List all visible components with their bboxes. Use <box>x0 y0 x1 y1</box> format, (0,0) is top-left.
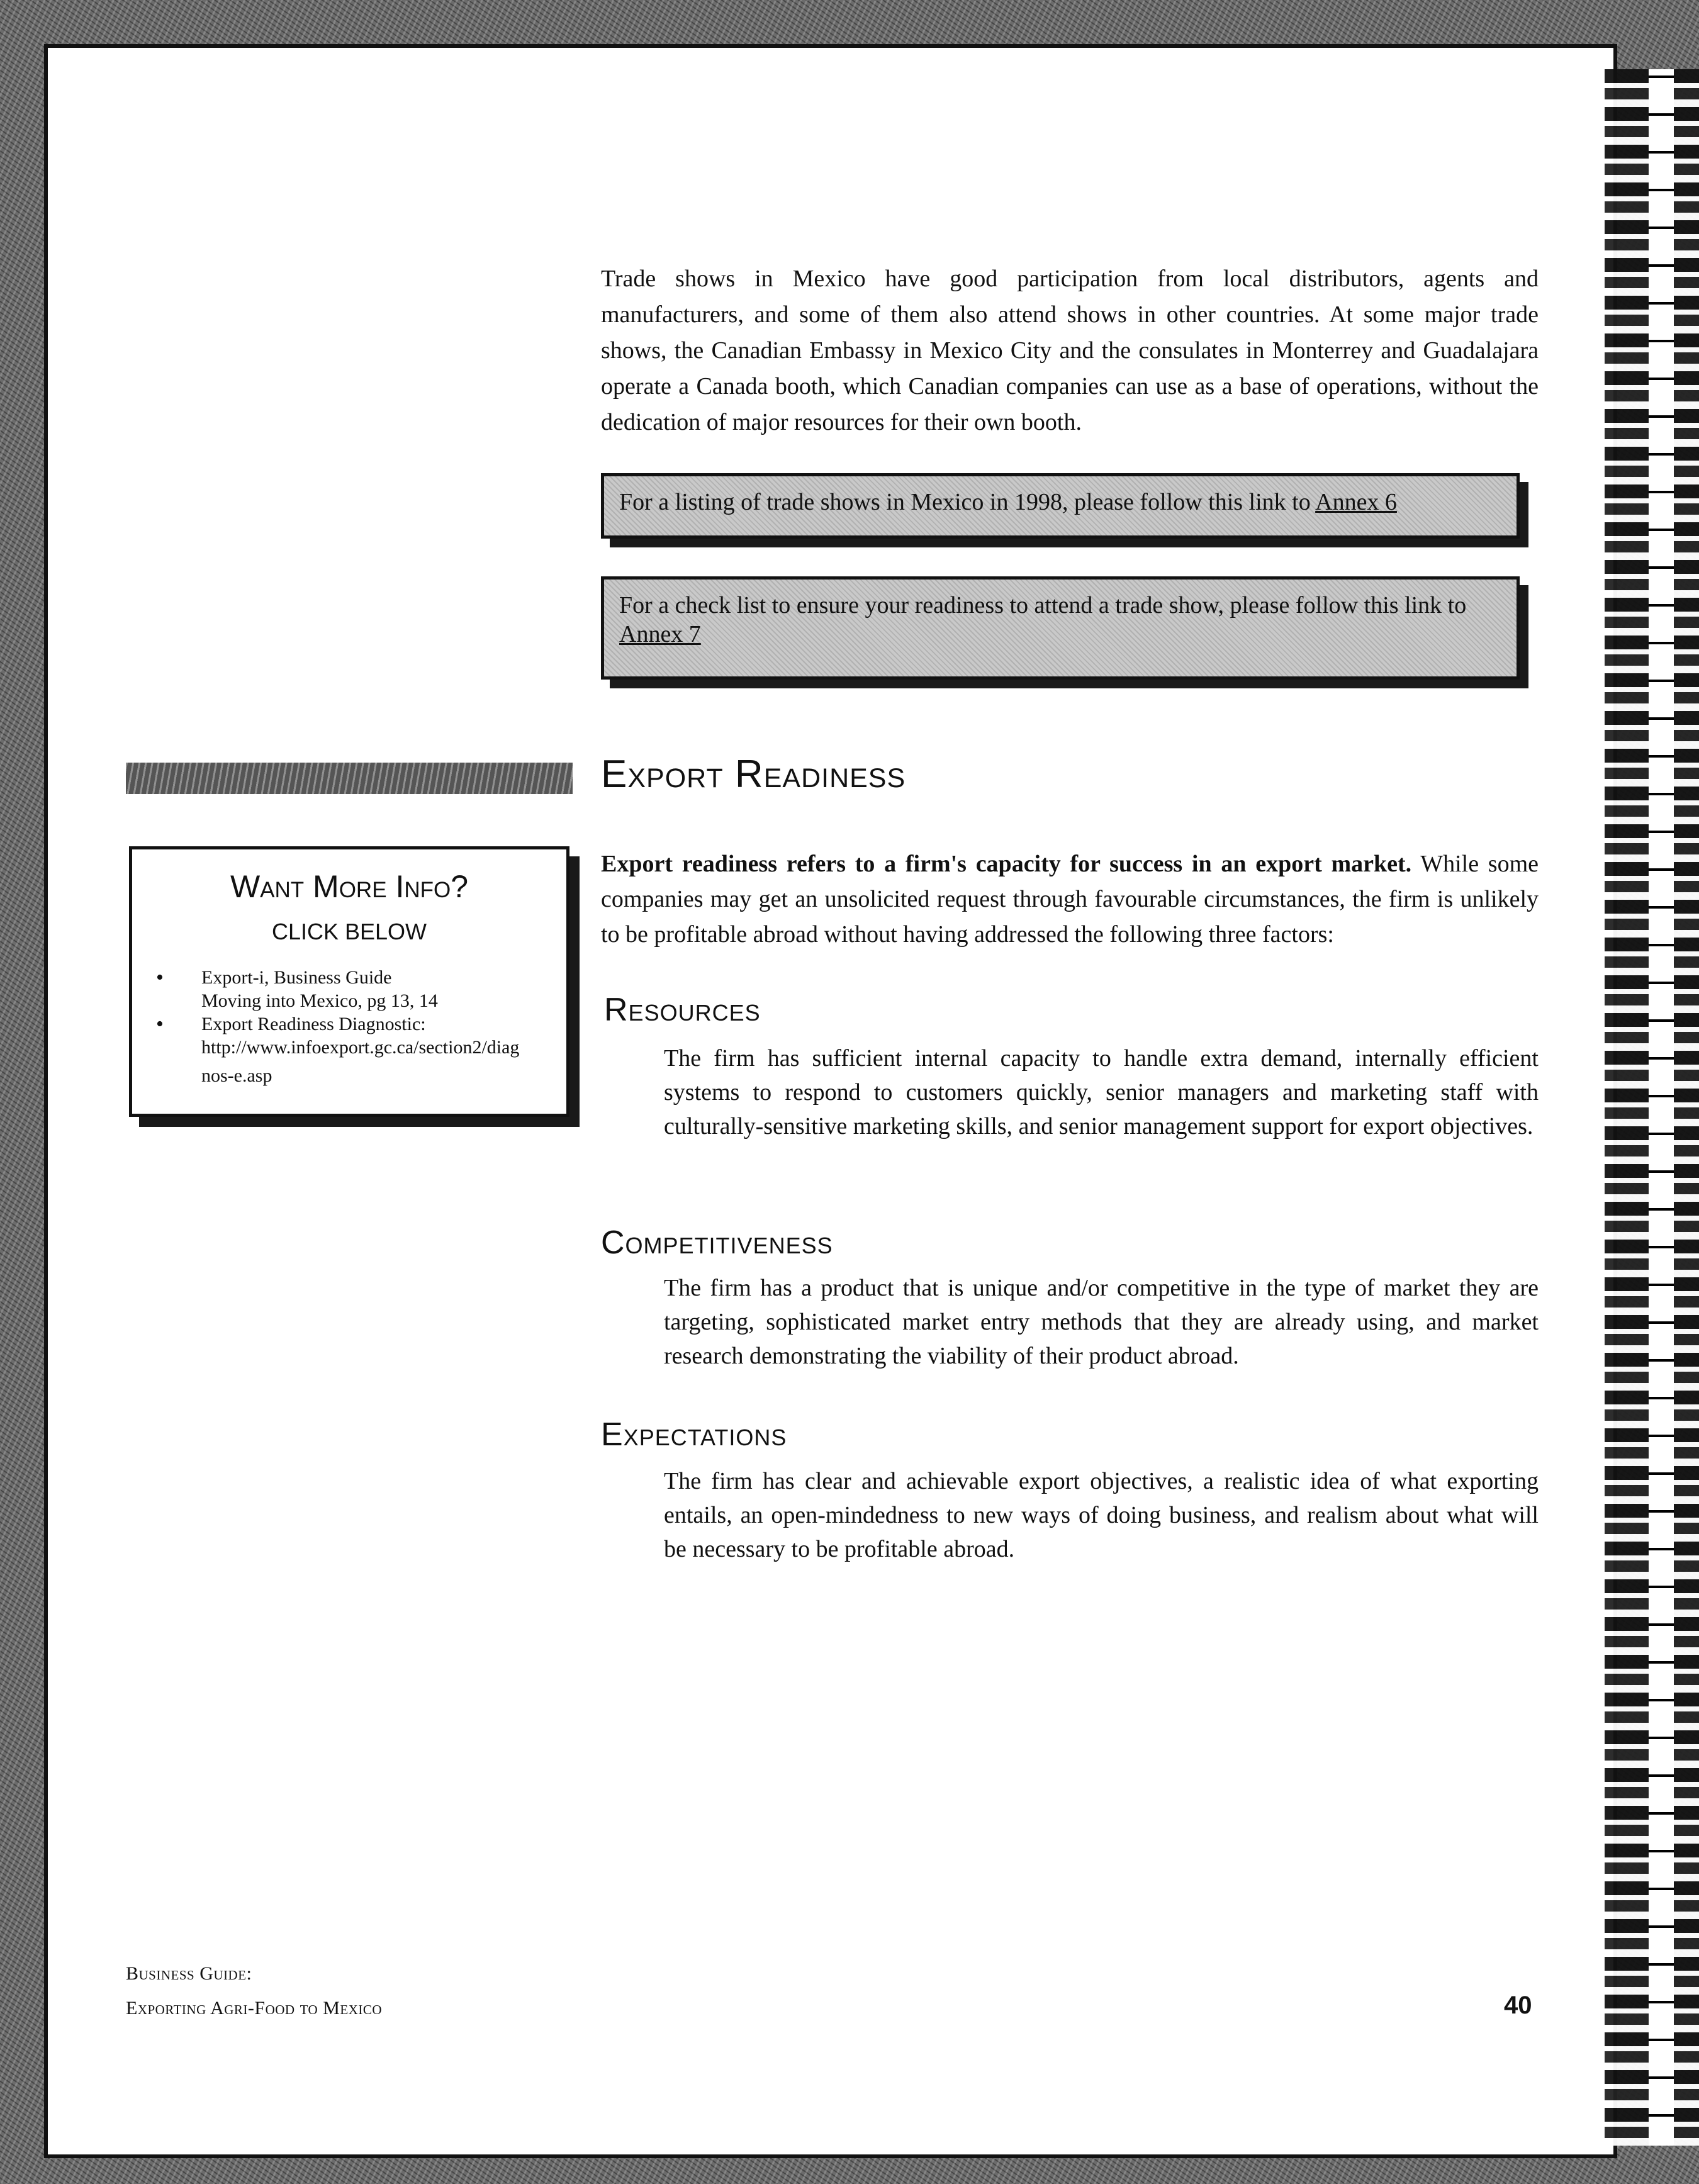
info-item-line: Moving into Mexico, pg 13, 14 <box>201 990 438 1011</box>
resources-text: The firm has sufficient internal capacity to handle extra demand, internally efficient systems to respond to customers quickly, senior managers and marketing staff with culturally-sensitive marketing skills, and senior management support for export objectives. <box>664 1045 1539 1140</box>
expectations-heading: Expectations <box>601 1416 787 1453</box>
info-item-url: nos-e.asp <box>201 1065 272 1086</box>
resources-heading: Resources <box>604 992 761 1028</box>
want-more-info-box <box>129 846 569 1117</box>
competitiveness-heading: Competitiveness <box>601 1224 833 1261</box>
footer-line-1: Business Guide: <box>126 1963 252 1984</box>
info-item-url: http://www.infoexport.gc.ca/section2/diag <box>201 1037 520 1058</box>
annex-7-callout <box>601 576 1520 680</box>
annex-6-callout <box>601 473 1520 539</box>
section-title: Export Readiness <box>601 753 906 796</box>
info-link-business-guide[interactable] <box>151 966 560 1012</box>
export-intro-rest: While some companies may get an unsolicited request through favourable circumstances, the firm is unlikely to be profitable abroad without having addressed the following three factors: <box>601 851 1539 948</box>
info-item-line: • Export-i, Business Guide <box>201 967 392 988</box>
info-box-subtitle: CLICK BELOW <box>271 919 427 944</box>
annex-7-text: For a check list to ensure your readiness to attend a trade show, please follow this link to <box>619 592 1467 619</box>
info-box-list <box>151 966 560 1087</box>
annex-6-link[interactable]: Annex 6 <box>1315 489 1397 515</box>
competitiveness-text: The firm has a product that is unique and/or competitive in the type of market they are targeting, sophisticated market entry methods that they are already using, and market research demonstrating the viability of their product abroad. <box>664 1275 1539 1369</box>
footer-line-2: Exporting Agri-Food to Mexico <box>126 1998 383 2019</box>
annex-7-link[interactable]: Annex 7 <box>619 621 701 647</box>
info-item-line: • Export Readiness Diagnostic: <box>201 1014 426 1034</box>
info-link-diagnostic[interactable] <box>151 1012 560 1087</box>
page-number: 40 <box>1504 1991 1532 2019</box>
info-box-title: Want More Info? <box>230 869 469 904</box>
spiral-binding-detail <box>1649 69 1674 2146</box>
intro-paragraph: Trade shows in Mexico have good participation from local distributors, agents and manufacturers, and some of them also attend shows in other countries. At some major trade shows, the Canadian Embassy in Mexico City and the consulates in Monterrey and Guadalajara operate a Canada booth, which Canadian companies can use as a base of operations, without the dedication of major resources for their own booth. <box>601 266 1539 435</box>
export-readiness-intro <box>601 846 1539 952</box>
section-header-bar <box>126 763 573 794</box>
expectations-text: The firm has clear and achievable export objectives, a realistic idea of what exporting entails, an open-mindedness to new ways of doing business, and realism about what will be necessary to be profitable abroad. <box>664 1468 1539 1562</box>
export-intro-lead: Export readiness refers to a firm's capacity for success in an export market. <box>601 851 1412 877</box>
annex-6-text: For a listing of trade shows in Mexico in 1998, please follow this link to <box>619 489 1316 515</box>
